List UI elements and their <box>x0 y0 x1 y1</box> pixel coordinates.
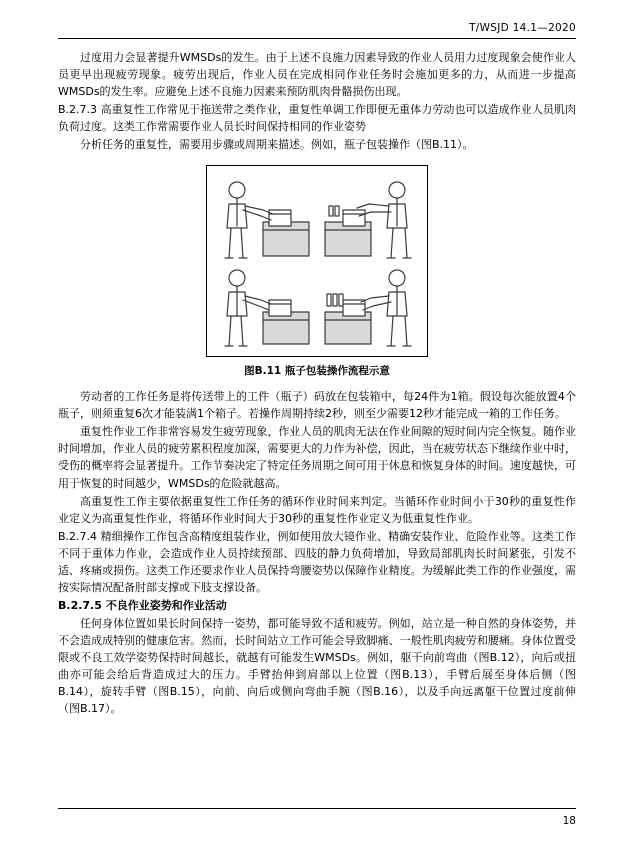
page-number: 18 <box>562 815 576 827</box>
figure-b11-caption: 图B.11 瓶子包装操作流程示意 <box>244 365 390 378</box>
paragraph-repetition-analysis: 分析任务的重复性，需要用步骤或周期来描述。例如，瓶子包装操作（图B.11）。 <box>80 138 474 152</box>
footer-divider <box>58 808 576 809</box>
bottle-packing-flow-illustration <box>207 166 427 352</box>
header-divider <box>58 38 576 39</box>
paragraph-cycle-time: 高重复性工作主要依据重复性工作任务的循环作业时间来判定。当循环作业时间小于30秒的重复性作业定义为高重复性作业，将循环作业时间大于30秒的重复性作业定义为低重复性作业。 <box>58 494 576 525</box>
header-standard-code: T/WSJD 14.1—2020 <box>469 22 576 34</box>
figure-b11-frame <box>206 165 428 357</box>
paragraph-fatigue: 重复性作业工作非常容易发生疲劳现象，作业人员的肌肉无法在作业间隙的短时间内完全恢复。随作业时间增加，作业人员的疲劳累积程度加深，需要更大的力作为补偿，因此，当在疲劳状态下继续作业中时，受伤的概率将会显著提升。工作节奏决定了特定任务周期之间可用于休息和恢复身体的时间。速度越快，可用于恢复的时间越少，WMSDs的危险就越高。 <box>58 425 576 490</box>
heading-b275: B.2.7.5 不良作业姿势和作业活动 <box>58 598 227 612</box>
page-content <box>58 22 576 718</box>
paragraph-b273: B.2.7.3 高重复性工作常见于拖送带之类作业，重复性单调工作即便无重体力劳动也可以造成作业人员肌肉负荷过度。这类工作常需要作业人员长时间保持相同的作业姿势 <box>58 103 576 134</box>
page-header <box>58 22 576 38</box>
figure-b11-block <box>58 165 576 357</box>
paragraph-b274: B.2.7.4 精细操作工作包含高精度组装作业，例如使用放大镜作业、精确安装作业、危险作业等。这类工作不同于重体力作业，会造成作业人员持续预部、四肢的静力负荷增加，导致局部肌肉长时间紧张，引发不适、疼痛或损伤。这类工作还要求作业人员保持弯腰姿势以保障作业精度。为缓解此类工作的作业强度，需按实际情况配备肘部支撑或下肢支撑设备。 <box>58 529 576 594</box>
paragraph-task-description: 劳动者的工作任务是将传送带上的工件（瓶子）码放在包装箱中，每24件为1箱。假设每次能放置4个瓶子，则须重复6次才能装满1个箱子。若操作周期持续2秒，则至少需要12秒才能完成一箱的工作任务。 <box>58 390 576 421</box>
paragraph-overexertion: 过度用力会显著提升WMSDs的发生。由于上述不良施力因素导致的作业人员用力过度现象会使作业人员更早出现疲劳现象。疲劳出现后，作业人员在完成相同作业任务时会施加更多的力，从而进一步提高WMSDs的发生率。应避免上述不良施力因素来预防肌肉骨骼损伤出现。 <box>58 51 576 99</box>
paragraph-posture: 任何身体位置如果长时间保持一姿势，都可能导致不适和疲劳。例如，站立是一种自然的身体姿势，并不会造成成特别的健康危害。然而，长时间站立工作可能会导致脚痛、一般性肌肉疲劳和腰痛。身体位置受限或不良工效学姿势保持时间越长，就越有可能发生WMSDs。例如，躯干向前弯曲（图B.12），向后或扭曲亦可能会给后背造成过大的压力。手臂抬伸到肩部以上位置（图B.13），手臂后展至身体后侧（图B.14），旋转手臂（图B.15），向前、向后或侧向弯曲手腕（图B.16），以及手向远离躯干位置过度前伸（图B.17）。 <box>58 616 576 716</box>
